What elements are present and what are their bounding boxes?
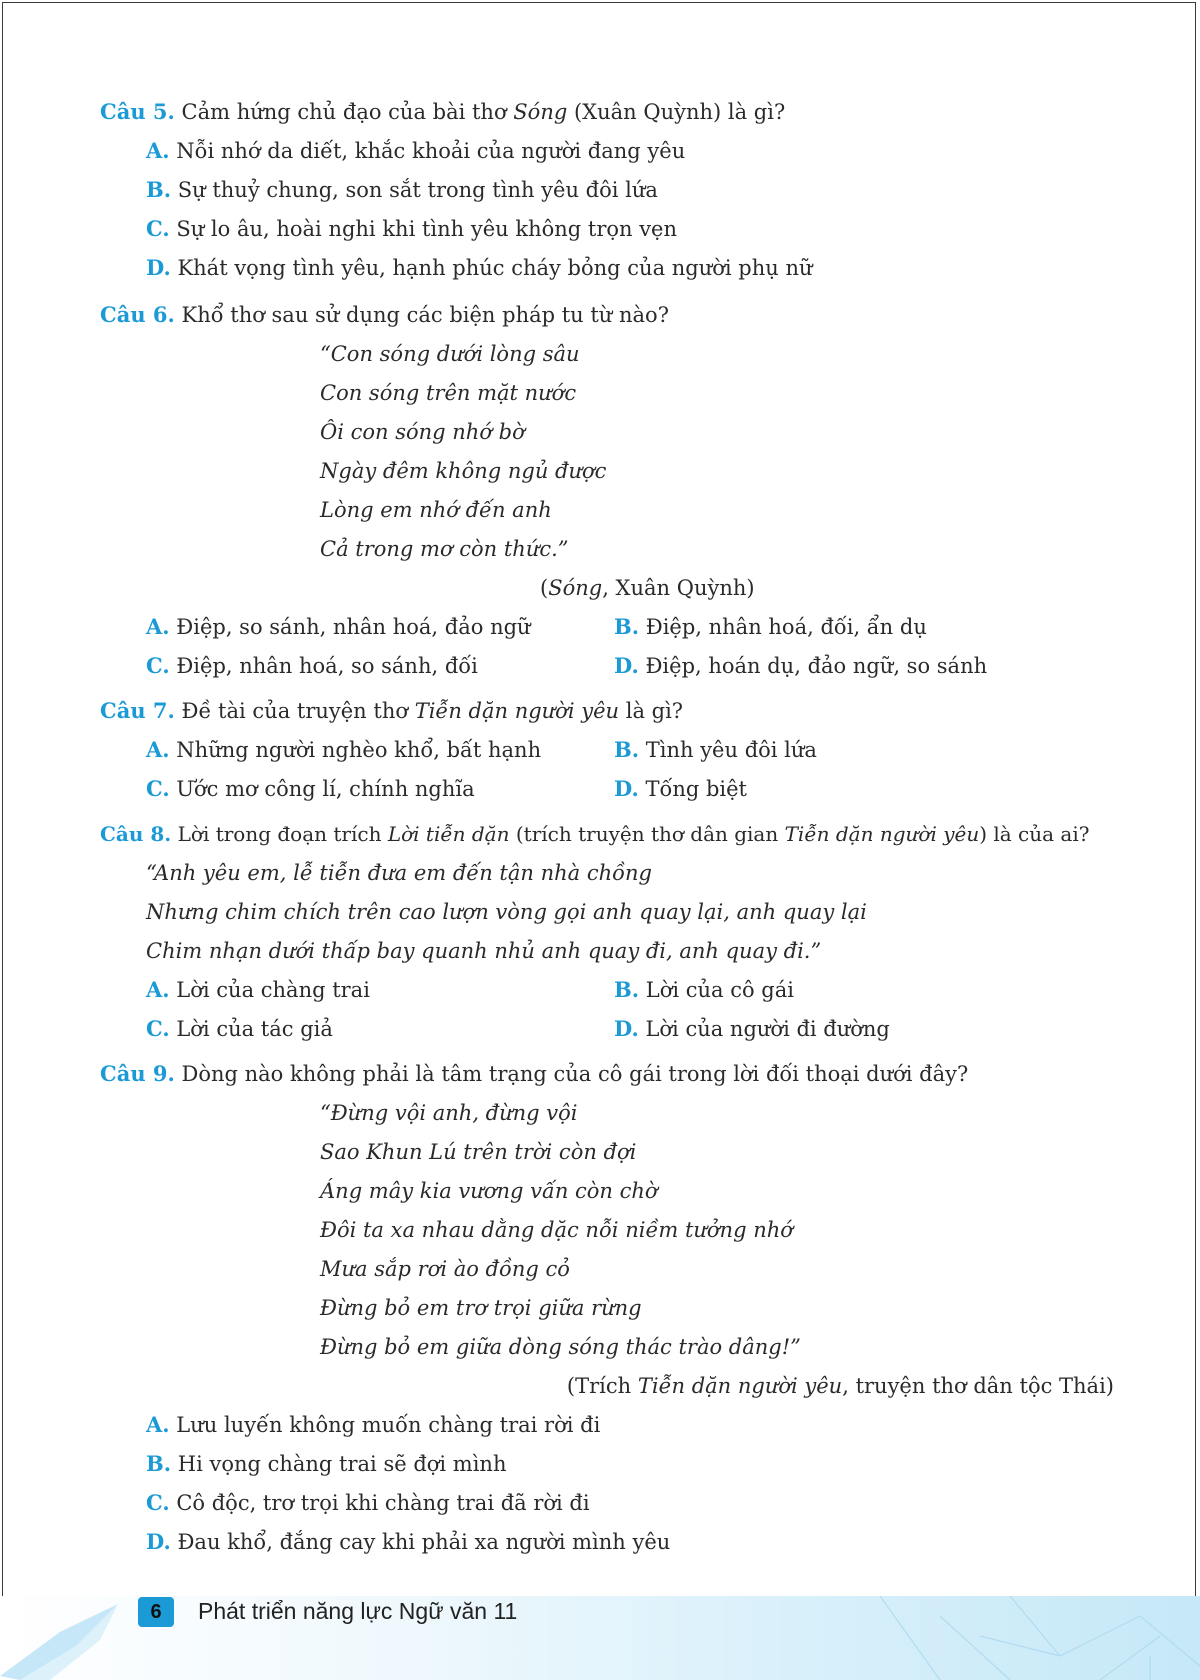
option-text: Hi vọng chàng trai sẽ đợi mình [177,1452,507,1476]
verse-line: Mưa sắp rơi ào đồng cỏ [320,1257,570,1281]
option-letter: D. [614,653,639,678]
option-text: Điệp, nhân hoá, đối, ẩn dụ [645,615,927,639]
question-8 [100,820,1089,848]
option-letter: C. [146,1490,170,1515]
option-text: Ước mơ công lí, chính nghĩa [176,777,475,801]
option-d [614,652,987,680]
question-text: Dòng nào không phải là tâm trạng của cô gái trong lời đối thoại dưới đây? [181,1062,969,1086]
option-letter: B. [614,977,640,1002]
verse-line: Con sóng trên mặt nước [320,381,577,405]
option-letter: A. [146,138,170,163]
option-c [146,1489,590,1517]
verse-line: Đừng bỏ em trơ trọi giữa rừng [320,1296,642,1320]
page-number: 6 [138,1597,174,1627]
option-a [146,1411,600,1439]
question-text: (Xuân Quỳnh) là gì? [573,100,786,124]
option-letter: D. [614,776,639,801]
option-letter: B. [146,1451,172,1476]
question-9 [100,1060,968,1088]
question-text: ) là của ai? [979,822,1090,846]
book-title: Phát triển năng lực Ngữ văn 11 [198,1598,518,1624]
verse-line: Đừng bỏ em giữa dòng sóng thác trào dâng!” [320,1335,801,1359]
option-text: Khát vọng tình yêu, hạnh phúc cháy bỏng của người phụ nữ [177,256,813,280]
option-letter: D. [146,1529,171,1554]
option-text: Lưu luyến không muốn chàng trai rời đi [176,1413,601,1437]
verse-line: Đôi ta xa nhau dằng dặc nỗi niềm tưởng nhớ [320,1218,793,1242]
verse-line: “Con sóng dưới lòng sâu [320,342,580,366]
question-5 [100,98,785,126]
option-text: Điệp, nhân hoá, so sánh, đối [176,654,478,678]
question-text: là gì? [625,699,684,723]
work-title: Tiễn dặn người yêu [414,699,620,723]
option-d [614,775,747,803]
option-b [614,976,794,1004]
citation-rest: , truyện thơ dân tộc Thái) [842,1374,1114,1398]
option-letter: B. [146,177,172,202]
option-letter: C. [146,776,170,801]
option-letter: B. [614,614,640,639]
question-text: Cảm hứng chủ đạo của bài thơ [181,100,507,124]
option-text: Điệp, so sánh, nhân hoá, đảo ngữ [176,615,531,639]
question-text: (trích truyện thơ dân gian [515,822,779,846]
question-number: Câu 8. [100,822,172,846]
verse-line: Áng mây kia vương vấn còn chờ [320,1179,658,1203]
option-d [146,1528,670,1556]
option-letter: A. [146,977,170,1002]
option-text: Tình yêu đôi lứa [645,738,817,762]
option-letter: A. [146,614,170,639]
option-letter: C. [146,653,170,678]
work-title: Tiễn dặn người yêu [784,822,980,846]
question-number: Câu 7. [100,698,175,723]
option-b [146,1450,506,1478]
option-b [146,176,658,204]
option-letter: A. [146,1412,170,1437]
footer-network-lines [880,1596,1200,1680]
footer-band [0,1596,1200,1680]
option-text: Tống biệt [645,777,747,801]
option-d [614,1015,890,1043]
quote-line: “Anh yêu em, lễ tiễn đưa em đến tận nhà chồng [146,861,652,885]
option-c [146,215,677,243]
option-letter: D. [614,1016,639,1041]
option-text: Đau khổ, đắng cay khi phải xa người mình yêu [177,1530,671,1554]
quote-line: Chim nhạn dưới thấp bay quanh nhủ anh quay đi, anh quay đi.” [146,939,822,963]
quote-line: Nhưng chim chích trên cao lượn vòng gọi anh quay lại, anh quay lại [146,900,867,924]
question-6 [100,301,669,329]
question-text: Lời trong đoạn trích [177,822,382,846]
question-text: Đề tài của truyện thơ [181,699,408,723]
option-letter: A. [146,737,170,762]
question-text: Khổ thơ sau sử dụng các biện pháp tu từ nào? [181,303,669,327]
verse-line: Cả trong mơ còn thức.” [320,537,569,561]
citation-title: Tiễn dặn người yêu [637,1374,843,1398]
option-b [614,613,927,641]
question-7 [100,697,683,725]
work-title: Sóng [513,100,568,124]
citation-rest: , Xuân Quỳnh) [602,576,755,600]
question-number: Câu 6. [100,302,175,327]
citation [540,574,755,602]
option-text: Sự thuỷ chung, son sắt trong tình yêu đôi lứa [177,178,658,202]
option-text: Lời của người đi đường [645,1017,890,1041]
option-b [614,736,817,764]
option-c [146,775,475,803]
verse-line: Sao Khun Lú trên trời còn đợi [320,1140,637,1164]
verse-line: Lòng em nhớ đến anh [320,498,552,522]
option-text: Nỗi nhớ da diết, khắc khoải của người đang yêu [176,139,686,163]
option-c [146,652,478,680]
option-a [146,137,685,165]
question-number: Câu 5. [100,99,175,124]
option-text: Điệp, hoán dụ, đảo ngữ, so sánh [645,654,988,678]
option-c [146,1015,333,1043]
citation-open: (Trích [566,1374,632,1398]
work-title: Lời tiễn dặn [387,822,510,846]
option-a [146,976,370,1004]
option-letter: D. [146,255,171,280]
verse-line: Ngày đêm không ngủ được [320,459,607,483]
option-text: Những người nghèo khổ, bất hạnh [176,738,542,762]
verse-line: Ôi con sóng nhớ bờ [320,420,525,444]
option-text: Lời của tác giả [176,1017,333,1041]
question-number: Câu 9. [100,1061,175,1086]
option-a [146,613,531,641]
option-letter: C. [146,216,170,241]
footer-decoration [0,1596,1200,1680]
option-letter: C. [146,1016,170,1041]
option-text: Cô độc, trơ trọi khi chàng trai đã rời đi [176,1491,590,1515]
option-text: Sự lo âu, hoài nghi khi tình yêu không trọn vẹn [176,217,678,241]
option-letter: B. [614,737,640,762]
option-d [146,254,813,282]
option-a [146,736,541,764]
verse-line: “Đừng vội anh, đừng vội [320,1101,578,1125]
citation-title: Sóng [548,576,603,600]
citation [567,1372,1114,1400]
option-text: Lời của cô gái [645,978,794,1002]
option-text: Lời của chàng trai [176,978,370,1002]
citation-open: ( [540,576,549,600]
